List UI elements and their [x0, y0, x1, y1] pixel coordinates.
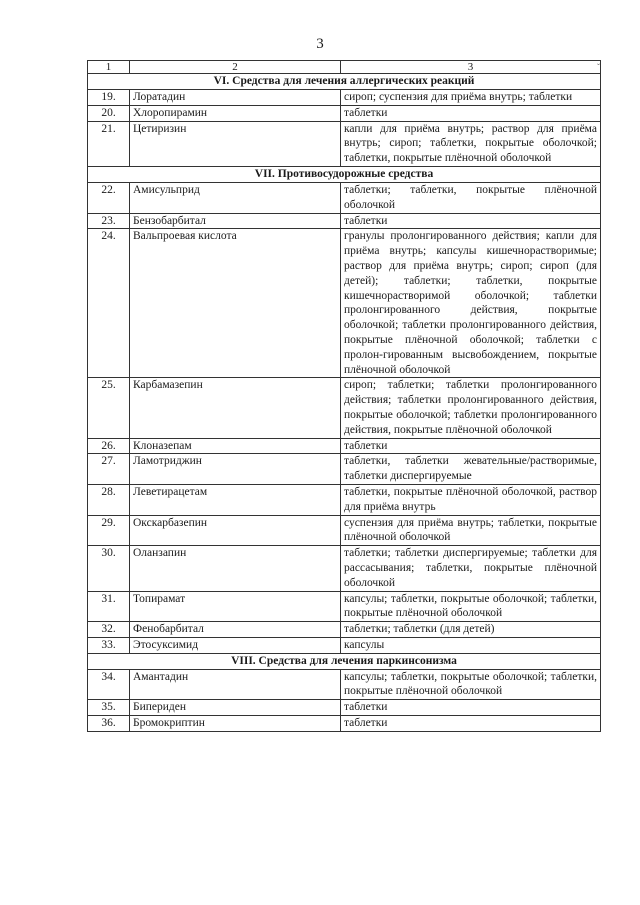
table-row: [88, 546, 601, 591]
dosage-forms: суспензия для приёма внутрь; таблетки, покрытые плёночной оболочкой: [341, 515, 601, 546]
row-number: 19.: [88, 90, 130, 106]
table-row: [88, 484, 601, 515]
table-row: [88, 637, 601, 653]
dosage-forms: таблетки; таблетки диспергируемые; таблетки для рассасывания; таблетки, покрытые плёночной оболочкой: [341, 546, 601, 591]
drug-name: Хлоропирамин: [130, 105, 341, 121]
drug-name: Карбамазепин: [130, 378, 341, 438]
dosage-forms: таблетки; таблетки, покрытые плёночной оболочкой: [341, 182, 601, 213]
table-row: [88, 182, 601, 213]
row-number: 28.: [88, 484, 130, 515]
table-row: [88, 622, 601, 638]
scan-mark: ˇ: [597, 62, 600, 72]
drug-name: Вальпроевая кислота: [130, 229, 341, 378]
table-row: [88, 213, 601, 229]
dosage-forms: сироп; суспензия для приёма внутрь; таблетки: [341, 90, 601, 106]
row-number: 20.: [88, 105, 130, 121]
table-row: [88, 229, 601, 378]
drug-name: Топирамат: [130, 591, 341, 622]
row-number: 24.: [88, 229, 130, 378]
dosage-forms: таблетки: [341, 438, 601, 454]
dosage-forms: капсулы: [341, 637, 601, 653]
dosage-forms: таблетки, таблетки жевательные/растворимые, таблетки диспергируемые: [341, 454, 601, 485]
dosage-forms: таблетки; таблетки (для детей): [341, 622, 601, 638]
table-row: [88, 105, 601, 121]
header-col-3: 3: [341, 61, 601, 74]
section-title: VI. Средства для лечения аллергических реакций: [88, 74, 601, 90]
drug-name: Окскарбазепин: [130, 515, 341, 546]
dosage-forms: таблетки: [341, 716, 601, 732]
dosage-forms: таблетки: [341, 700, 601, 716]
dosage-forms: капсулы; таблетки, покрытые оболочкой; таблетки, покрытые плёночной оболочкой: [341, 669, 601, 700]
table-body: [88, 74, 601, 732]
row-number: 30.: [88, 546, 130, 591]
drug-name: Амисульприд: [130, 182, 341, 213]
table-row: [88, 591, 601, 622]
row-number: 35.: [88, 700, 130, 716]
table-row: [88, 669, 601, 700]
table-row: [88, 716, 601, 732]
medication-table: [87, 60, 601, 732]
drug-name: Бипериден: [130, 700, 341, 716]
row-number: 21.: [88, 121, 130, 166]
row-number: 23.: [88, 213, 130, 229]
drug-name: Ламотриджин: [130, 454, 341, 485]
row-number: 32.: [88, 622, 130, 638]
page-number: 3: [316, 36, 324, 52]
row-number: 27.: [88, 454, 130, 485]
drug-name: Леветирацетам: [130, 484, 341, 515]
header-col-1: 1: [88, 61, 130, 74]
drug-name: Этосуксимид: [130, 637, 341, 653]
drug-name: Клоназепам: [130, 438, 341, 454]
drug-name: Оланзапин: [130, 546, 341, 591]
row-number: 22.: [88, 182, 130, 213]
dosage-forms: капсулы; таблетки, покрытые оболочкой; таблетки, покрытые плёночной оболочкой: [341, 591, 601, 622]
row-number: 29.: [88, 515, 130, 546]
table-row: [88, 378, 601, 438]
row-number: 33.: [88, 637, 130, 653]
drug-name: Амантадин: [130, 669, 341, 700]
row-number: 26.: [88, 438, 130, 454]
table-row: [88, 90, 601, 106]
dosage-forms: гранулы пролонгированного действия; капли для приёма внутрь; капсулы кишечнорастворимые; раствор для приёма внутрь; сироп; сироп (для детей); таблетки; таблетки, покрытые кишечнорастворимой оболочкой; таблетки пролонгированного действия, покрытые оболочкой; таблетки пролонгированного действия, покрытые плёночной оболочкой; таблетки с пролон-гированным высвобождением, покрытые плёночной оболочкой: [341, 229, 601, 378]
dosage-forms: таблетки, покрытые плёночной оболочкой, раствор для приёма внутрь: [341, 484, 601, 515]
row-number: 34.: [88, 669, 130, 700]
table-row: [88, 438, 601, 454]
table-row: [88, 454, 601, 485]
row-number: 25.: [88, 378, 130, 438]
section-header-row: [88, 166, 601, 182]
drug-name: Цетиризин: [130, 121, 341, 166]
table-row: [88, 700, 601, 716]
drug-name: Фенобарбитал: [130, 622, 341, 638]
dosage-forms: таблетки: [341, 105, 601, 121]
section-header-row: [88, 653, 601, 669]
section-header-row: [88, 74, 601, 90]
section-title: VII. Противосудорожные средства: [88, 166, 601, 182]
dosage-forms: таблетки: [341, 213, 601, 229]
header-row: [88, 61, 601, 74]
drug-name: Бензобарбитал: [130, 213, 341, 229]
drug-name: Лоратадин: [130, 90, 341, 106]
header-col-2: 2: [130, 61, 341, 74]
table-row: [88, 515, 601, 546]
section-title: VIII. Средства для лечения паркинсонизма: [88, 653, 601, 669]
dosage-forms: сироп; таблетки; таблетки пролонгированного действия; таблетки пролонгированного действия, покрытые оболочкой; таблетки пролонгированного действия, покрытые плёночной оболочкой: [341, 378, 601, 438]
drug-name: Бромокриптин: [130, 716, 341, 732]
row-number: 36.: [88, 716, 130, 732]
dosage-forms: капли для приёма внутрь; раствор для приёма внутрь; сироп; таблетки, покрытые оболочкой; таблетки, покрытые плёночной оболочкой: [341, 121, 601, 166]
table-row: [88, 121, 601, 166]
row-number: 31.: [88, 591, 130, 622]
